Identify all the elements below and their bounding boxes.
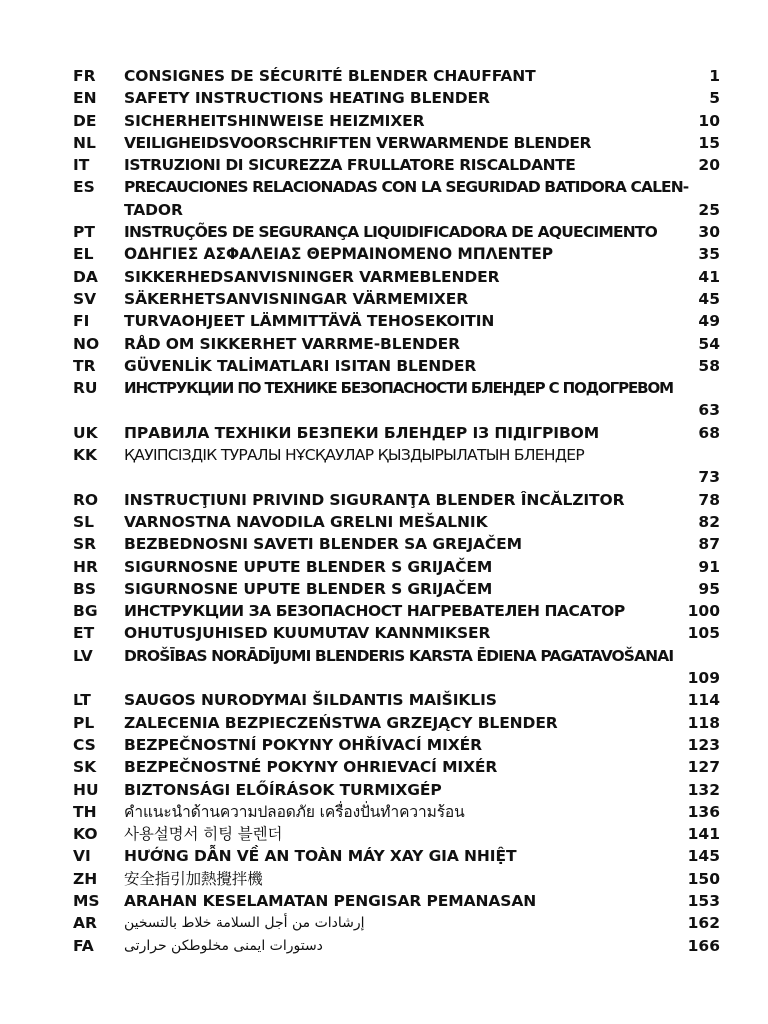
language-code: IT	[73, 156, 90, 175]
language-code: TR	[73, 356, 96, 375]
language-code: RU	[73, 379, 98, 398]
language-code: SL	[73, 512, 95, 531]
section-title: دستورات ایمنی مخلوطکن حرارتی	[124, 937, 323, 954]
page-number: 68	[698, 423, 720, 442]
toc-entry-ru[interactable]	[73, 377, 720, 399]
language-code: LV	[73, 646, 93, 665]
toc-entry-bs[interactable]	[73, 578, 720, 600]
section-title: GÜVENLİK TALİMATLARI ISITAN BLENDER	[124, 356, 477, 375]
page-number: 109	[687, 669, 720, 688]
toc-entry-fa[interactable]	[73, 935, 720, 957]
section-title-continued: TADOR	[124, 200, 183, 219]
section-title: BEZPEČNOSTNÉ POKYNY OHRIEVACÍ MIXÉR	[124, 758, 498, 777]
section-title: INSTRUCŢIUNI PRIVIND SIGURANŢA BLENDER ÎNCĂLZITOR	[124, 490, 625, 509]
toc-entry-ar[interactable]	[73, 912, 720, 934]
page-number: 5	[709, 89, 720, 108]
page-number: 54	[698, 334, 720, 353]
toc-entry-nl[interactable]	[73, 132, 720, 154]
section-title: ИНСТРУКЦИИ ЗА БЕЗОПАСНОСТ НАГРЕВАТЕЛЕН ПАСАТОР	[124, 602, 625, 621]
page-number: 78	[698, 490, 720, 509]
language-code: NO	[73, 334, 100, 353]
page-number: 162	[687, 914, 720, 933]
toc-entry-ko[interactable]	[73, 823, 720, 845]
section-title: ИНСТРУКЦИИ ПО ТЕХНИКЕ БЕЗОПАСНОСТИ БЛЕНДЕР С ПОДОГРЕВОМ	[124, 379, 673, 398]
page-number: 15	[698, 133, 720, 152]
toc-entry-it[interactable]	[73, 154, 720, 176]
page-number: 132	[687, 780, 720, 799]
toc-entry-kk-page[interactable]	[73, 466, 720, 488]
section-title: คำแนะนำด้านความปลอดภัย เครื่องปั่นทำความร้อน	[124, 802, 465, 821]
section-title: 사용설명서 히팅 블렌더	[124, 825, 283, 844]
page-number: 1	[709, 67, 720, 85]
section-title: SICHERHEITSHINWEISE HEIZMIXER	[124, 111, 425, 130]
section-title: CONSIGNES DE SÉCURITÉ BLENDER CHAUFFANT	[124, 67, 536, 85]
section-title: ARAHAN KESELAMATAN PENGISAR PEMANASAN	[124, 891, 537, 910]
toc-entry-et[interactable]	[73, 622, 720, 644]
section-title: SIGURNOSNE UPUTE BLENDER S GRIJAČEM	[124, 579, 493, 598]
section-title: BEZPEČNOSTNÍ POKYNY OHŘÍVACÍ MIXÉR	[124, 735, 482, 754]
toc-entry-uk[interactable]	[73, 422, 720, 444]
table-of-contents	[73, 65, 720, 957]
section-title: DROŠĪBAS NORĀDĪJUMI BLENDERIS KARSTA ĒDIENA PAGATAVOŠANAI	[124, 646, 674, 665]
section-title: VEILIGHEIDSVOORSCHRIFTEN VERWARMENDE BLENDER	[124, 133, 591, 152]
toc-entry-cs[interactable]	[73, 734, 720, 756]
page-number: 25	[698, 200, 720, 219]
language-code: FR	[73, 67, 96, 85]
language-code: HU	[73, 780, 99, 799]
toc-entry-ru-page[interactable]	[73, 399, 720, 421]
page-number: 118	[687, 713, 720, 732]
language-code: SK	[73, 758, 97, 777]
toc-entry-tr[interactable]	[73, 355, 720, 377]
language-code: AR	[73, 914, 97, 933]
toc-entry-el[interactable]	[73, 243, 720, 265]
page-number: 141	[687, 825, 720, 844]
toc-entry-no[interactable]	[73, 333, 720, 355]
toc-entry-pl[interactable]	[73, 712, 720, 734]
toc-entry-ro[interactable]	[73, 489, 720, 511]
page-number: 30	[698, 223, 720, 242]
page-number: 166	[687, 936, 720, 955]
language-code: KK	[73, 446, 98, 465]
toc-entry-kk[interactable]	[73, 444, 720, 466]
page-number: 58	[698, 356, 720, 375]
page-number: 100	[687, 602, 720, 621]
toc-entry-hu[interactable]	[73, 779, 720, 801]
page-number: 105	[687, 624, 720, 643]
section-title: TURVAOHJEET LÄMMITTÄVÄ TEHOSEKOITIN	[124, 312, 495, 331]
language-code: VI	[73, 847, 91, 866]
toc-entry-fr[interactable]	[73, 65, 720, 87]
language-code: DA	[73, 267, 98, 286]
toc-entry-zh[interactable]	[73, 868, 720, 890]
section-title: RÅD OM SIKKERHET VARRME-BLENDER	[124, 334, 460, 353]
page-number: 91	[698, 557, 720, 576]
toc-entry-es[interactable]	[73, 176, 720, 198]
toc-entry-en[interactable]	[73, 87, 720, 109]
language-code: PL	[73, 713, 95, 732]
section-title: INSTRUÇÕES DE SEGURANÇA LIQUIDIFICADORA DE AQUECIMENTO	[124, 223, 658, 242]
toc-entry-lv-page[interactable]	[73, 667, 720, 689]
toc-entry-da[interactable]	[73, 266, 720, 288]
section-title: ZALECENIA BEZPIECZEŃSTWA GRZEJĄCY BLENDER	[124, 713, 558, 732]
section-title: SAFETY INSTRUCTIONS HEATING BLENDER	[124, 89, 490, 108]
section-title: ΟΔΗΓΙΕΣ ΑΣΦΑΛΕΙΑΣ ΘΕΡΜΑΙΝΟΜΕΝΟ ΜΠΛΕΝΤΕΡ	[124, 245, 554, 264]
language-code: DE	[73, 111, 97, 130]
page-number: 150	[687, 869, 720, 888]
toc-entry-de[interactable]	[73, 110, 720, 132]
page-number: 145	[687, 847, 720, 866]
page-number: 87	[698, 535, 720, 554]
page-number: 136	[687, 802, 720, 821]
language-code: TH	[73, 802, 97, 821]
toc-entry-pt[interactable]	[73, 221, 720, 243]
section-title: BEZBEDNOSNI SAVETI BLENDER SA GREJAČEM	[124, 535, 522, 554]
toc-entry-sr[interactable]	[73, 533, 720, 555]
toc-entry-fi[interactable]	[73, 310, 720, 332]
language-code: MS	[73, 891, 100, 910]
toc-entry-th[interactable]	[73, 801, 720, 823]
page-number: 95	[698, 579, 720, 598]
section-title: SAUGOS NURODYMAI ŠILDANTIS MAIŠIKLIS	[124, 691, 497, 710]
section-title: HƯỚNG DẪN VỀ AN TOÀN MÁY XAY GIA NHIỆT	[124, 847, 517, 866]
section-title: PRECAUCIONES RELACIONADAS CON LA SEGURIDAD BATIDORA CALEN-	[124, 178, 689, 197]
toc-entry-sk[interactable]	[73, 756, 720, 778]
language-code: BS	[73, 579, 96, 598]
page-number: 127	[687, 758, 720, 777]
toc-entry-ms[interactable]	[73, 890, 720, 912]
page-number: 114	[687, 691, 720, 710]
page-number: 41	[698, 267, 720, 286]
language-code: EL	[73, 245, 94, 264]
toc-entry-bg[interactable]	[73, 600, 720, 622]
language-code: SR	[73, 535, 97, 554]
section-title: 安全指引加熱攪拌機	[124, 869, 263, 888]
section-title: ҚАУІПСІЗДІК ТУРАЛЫ НҰСҚАУЛАР ҚЫЗДЫРЫЛАТЫН БЛЕНДЕР	[124, 446, 584, 465]
page-number: 20	[698, 156, 720, 175]
toc-entry-hr[interactable]	[73, 556, 720, 578]
language-code: SV	[73, 289, 97, 308]
language-code: FI	[73, 312, 90, 331]
language-code: BG	[73, 602, 98, 621]
toc-entry-sv[interactable]	[73, 288, 720, 310]
section-title: إرشادات من أجل السلامة خلاط بالتسخين	[124, 915, 365, 932]
language-code: UK	[73, 423, 98, 442]
page-number: 45	[698, 289, 720, 308]
page-number: 153	[687, 891, 720, 910]
section-title: ПРАВИЛА ТЕХНІКИ БЕЗПЕКИ БЛЕНДЕР ІЗ ПІДІГРІВОМ	[124, 423, 600, 442]
section-title: SÄKERHETSANVISNINGAR VÄRMEMIXER	[124, 289, 469, 308]
language-code: FA	[73, 936, 94, 955]
page-number: 49	[698, 312, 720, 331]
section-title: SIKKERHEDSANVISNINGER VARMEBLENDER	[124, 267, 500, 286]
section-title: VARNOSTNA NAVODILA GRELNI MEŠALNIK	[124, 512, 488, 531]
section-title: SIGURNOSNE UPUTE BLENDER S GRIJAČEM	[124, 557, 493, 576]
language-code: ES	[73, 178, 95, 197]
page-number: 123	[687, 735, 720, 754]
page-number: 35	[698, 245, 720, 264]
language-code: RO	[73, 490, 99, 509]
language-code: NL	[73, 133, 96, 152]
page-number: 10	[698, 111, 720, 130]
page-number: 63	[698, 401, 720, 420]
language-code: PT	[73, 223, 95, 242]
toc-entry-vi[interactable]	[73, 845, 720, 867]
language-code: KO	[73, 825, 98, 844]
language-code: HR	[73, 557, 98, 576]
page-number: 82	[698, 512, 720, 531]
section-title: ISTRUZIONI DI SICUREZZA FRULLATORE RISCALDANTE	[124, 156, 576, 175]
page-number: 73	[698, 468, 720, 487]
language-code: LT	[73, 691, 91, 710]
language-code: EN	[73, 89, 97, 108]
language-code: ZH	[73, 869, 98, 888]
toc-entry-es-continued[interactable]	[73, 199, 720, 221]
section-title: OHUTUSJUHISED KUUMUTAV KANNMIKSER	[124, 624, 491, 643]
toc-entry-sl[interactable]	[73, 511, 720, 533]
language-code: CS	[73, 735, 96, 754]
language-code: ET	[73, 624, 95, 643]
toc-entry-lv[interactable]	[73, 645, 720, 667]
section-title: BIZTONSÁGI ELŐÍRÁSOK TURMIXGÉP	[124, 780, 442, 799]
toc-entry-lt[interactable]	[73, 689, 720, 711]
